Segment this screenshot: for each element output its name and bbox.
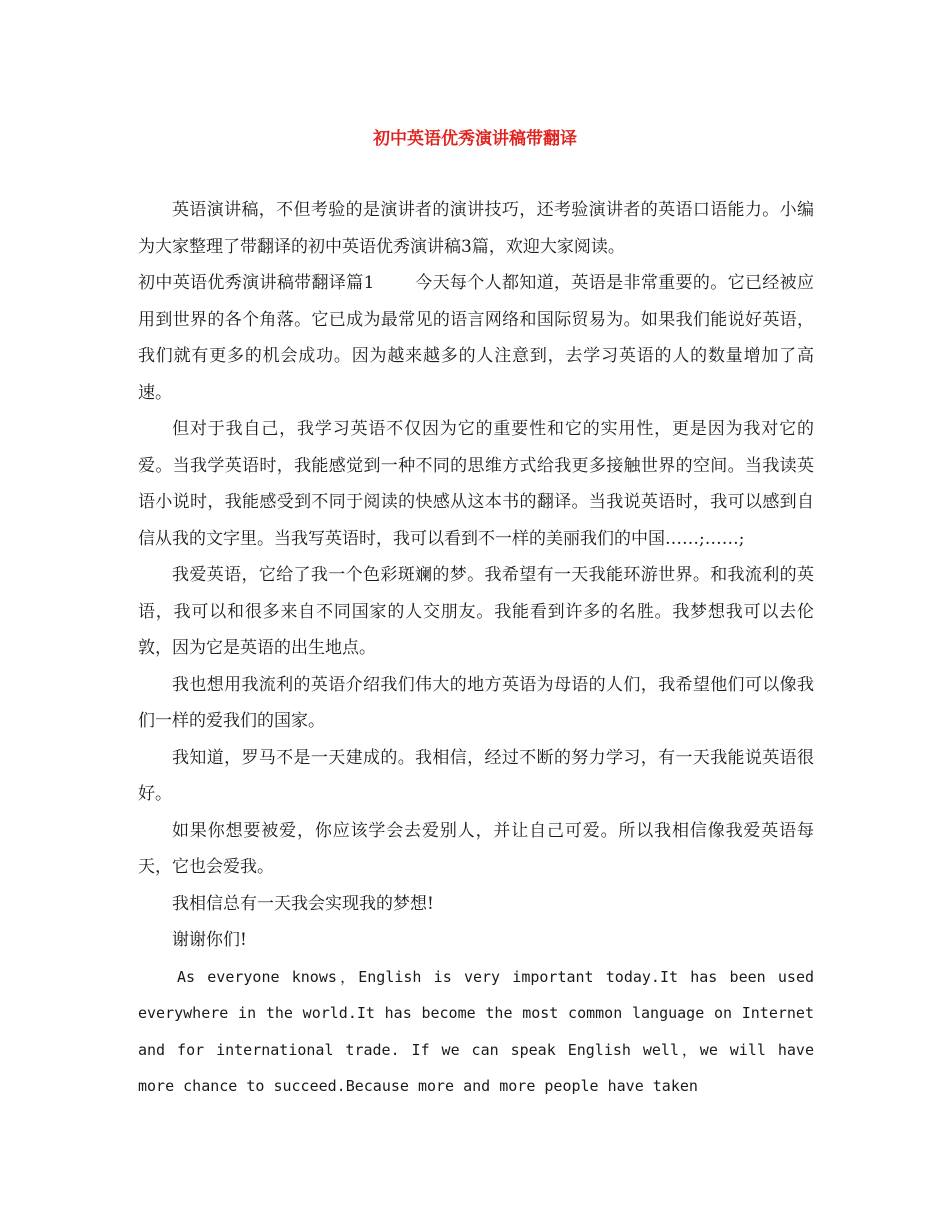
paragraph-intro: 英语演讲稿，不但考验的是演讲者的演讲技巧，还考验演讲者的英语口语能力。小编为大家整理了带翻译的初中英语优秀演讲稿3篇，欢迎大家阅读。 [138, 200, 814, 257]
paragraph-believe: 我相信总有一天我会实现我的梦想! [172, 893, 434, 914]
paragraph-dream: 我爱英语，它给了我一个色彩斑斓的梦。我希望有一天我能环游世界。和我流利的英语，我可以和很多来自不同国家的人交朋友。我能看到许多的名胜。我梦想我可以去伦敦，因为它是英语的出生地点。 [138, 565, 814, 658]
paragraph-speech-1-start: 初中英语优秀演讲稿带翻译篇1 今天每个人都知道，英语是非常重要的。它已经被应用到世界的各个角落。它已成为最常见的语言网络和国际贸易为。如果我们能说好英语，我们就有更多的机会成功。因为越来越多的人注意到，去学习英语的人的数量增加了高速。 [138, 273, 814, 403]
paragraph-thanks: 谢谢你们! [172, 930, 247, 950]
document-title: 初中英语优秀演讲稿带翻译 [373, 129, 577, 149]
document-body [138, 192, 814, 1105]
paragraph-introduce-china: 我也想用我流利的英语介绍我们伟大的地方英语为母语的人们，我希望他们可以像我们一样的爱我们的国家。 [138, 674, 814, 731]
paragraph-love-english: 但对于我自己，我学习英语不仅因为它的重要性和它的实用性，更是因为我对它的爱。当我学英语时，我能感觉到一种不同的思维方式给我更多接触世界的空间。当我读英语小说时，我能感受到不同于阅读的快感从这本书的翻译。当我说英语时，我可以感到自信从我的文字里。当我写英语时，我可以看到不一样的美丽我们的中国……;……; [138, 419, 814, 549]
paragraph-rome: 我知道，罗马不是一天建成的。我相信，经过不断的努力学习，有一天我能说英语很好。 [138, 747, 814, 804]
paragraph-english: As everyone knows，English is very important today.It has been used everywhere in the world.It has become the most common language on Internet and for international trade. If we can speak English well，we will have more chance to succeed.Because more and more people have taken [138, 967, 814, 1095]
paragraph-be-loved: 如果你想要被爱，你应该学会去爱别人，并让自己可爱。所以我相信像我爱英语每天，它也会爱我。 [138, 820, 814, 877]
